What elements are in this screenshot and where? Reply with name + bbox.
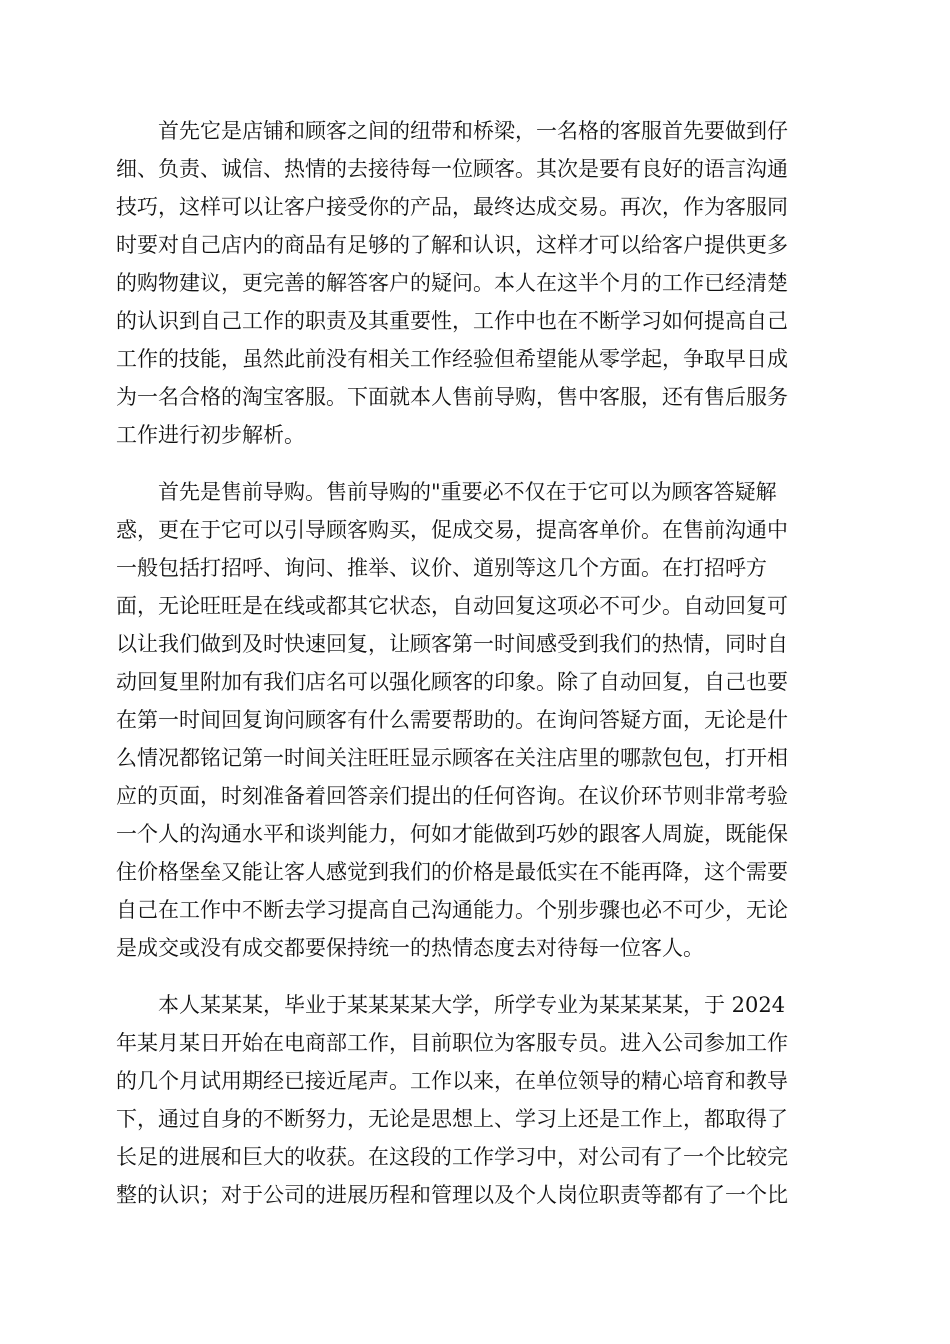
text-line: 为一名合格的淘宝客服。下面就本人售前导购，售中客服，还有售后服务 — [116, 385, 788, 409]
text-line: 是成交或没有成交都要保持统一的热情态度去对待每一位客人。 — [116, 936, 704, 960]
text-line: 本人某某某，毕业于某某某某大学，所学专业为某某某某，于 2024 — [116, 993, 786, 1017]
paragraph-personal-introduction — [116, 986, 834, 1214]
text-line: 工作进行初步解析。 — [116, 423, 305, 447]
text-line: 的认识到自己工作的职责及其重要性，工作中也在不断学习如何提高自己 — [116, 309, 788, 333]
text-line: 动回复里附加有我们店名可以强化顾客的印象。除了自动回复，自己也要 — [116, 670, 788, 694]
text-line: 下，通过自身的不断努力，无论是思想上、学习上还是工作上，都取得了 — [116, 1107, 788, 1131]
text-line: 一般包括打招呼、询问、推举、议价、道别等这几个方面。在打招呼方 — [116, 556, 767, 580]
text-line: 长足的进展和巨大的收获。在这段的工作学习中，对公司有了一个比较完 — [116, 1145, 788, 1169]
text-line: 年某月某日开始在电商部工作，目前职位为客服专员。进入公司参加工作 — [116, 1031, 788, 1055]
text-line: 一个人的沟通水平和谈判能力，何如才能做到巧妙的跟客人周旋，既能保 — [116, 822, 788, 846]
text-line: 的几个月试用期经已接近尾声。工作以来，在单位领导的精心培育和教导 — [116, 1069, 788, 1093]
text-line: 自己在工作中不断去学习提高自己沟通能力。个别步骤也必不可少，无论 — [116, 898, 788, 922]
text-line: 时要对自己店内的商品有足够的了解和认识，这样才可以给客户提供更多 — [116, 233, 788, 257]
text-line: 惑，更在于它可以引导顾客购买，促成交易，提高客单价。在售前沟通中 — [116, 518, 788, 542]
document-page — [116, 112, 834, 1233]
text-line: 的购物建议，更完善的解答客户的疑问。本人在这半个月的工作已经清楚 — [116, 271, 788, 295]
text-line: 技巧，这样可以让客户接受你的产品，最终达成交易。再次，作为客服同 — [116, 195, 788, 219]
text-line: 细、负责、诚信、热情的去接待每一位顾客。其次是要有良好的语言沟通 — [116, 157, 788, 181]
text-line: 住价格堡垒又能让客人感觉到我们的价格是最低实在不能再降，这个需要 — [116, 860, 788, 884]
text-line: 么情况都铭记第一时间关注旺旺显示顾客在关注店里的哪款包包，打开相 — [116, 746, 788, 770]
text-line: 应的页面，时刻准备着回答亲们提出的任何咨询。在议价环节则非常考验 — [116, 784, 788, 808]
text-line: 整的认识；对于公司的进展历程和管理以及个人岗位职责等都有了一个比 — [116, 1183, 788, 1207]
text-line: 工作的技能，虽然此前没有相关工作经验但希望能从零学起，争取早日成 — [116, 347, 788, 371]
text-line: 首先是售前导购。售前导购的"重要必不仅在于它可以为顾客答疑解 — [116, 480, 777, 504]
paragraph-pre-sales-guidance — [116, 473, 834, 967]
text-line: 面，无论旺旺是在线或都其它状态，自动回复这项必不可少。自动回复可 — [116, 594, 788, 618]
text-line: 以让我们做到及时快速回复，让顾客第一时间感受到我们的热情，同时自 — [116, 632, 788, 656]
text-line: 首先它是店铺和顾客之间的纽带和桥梁，一名格的客服首先要做到仔 — [116, 119, 788, 143]
text-line: 在第一时间回复询问顾客有什么需要帮助的。在询问答疑方面，无论是什 — [116, 708, 788, 732]
paragraph-customer-service-role — [116, 112, 834, 454]
